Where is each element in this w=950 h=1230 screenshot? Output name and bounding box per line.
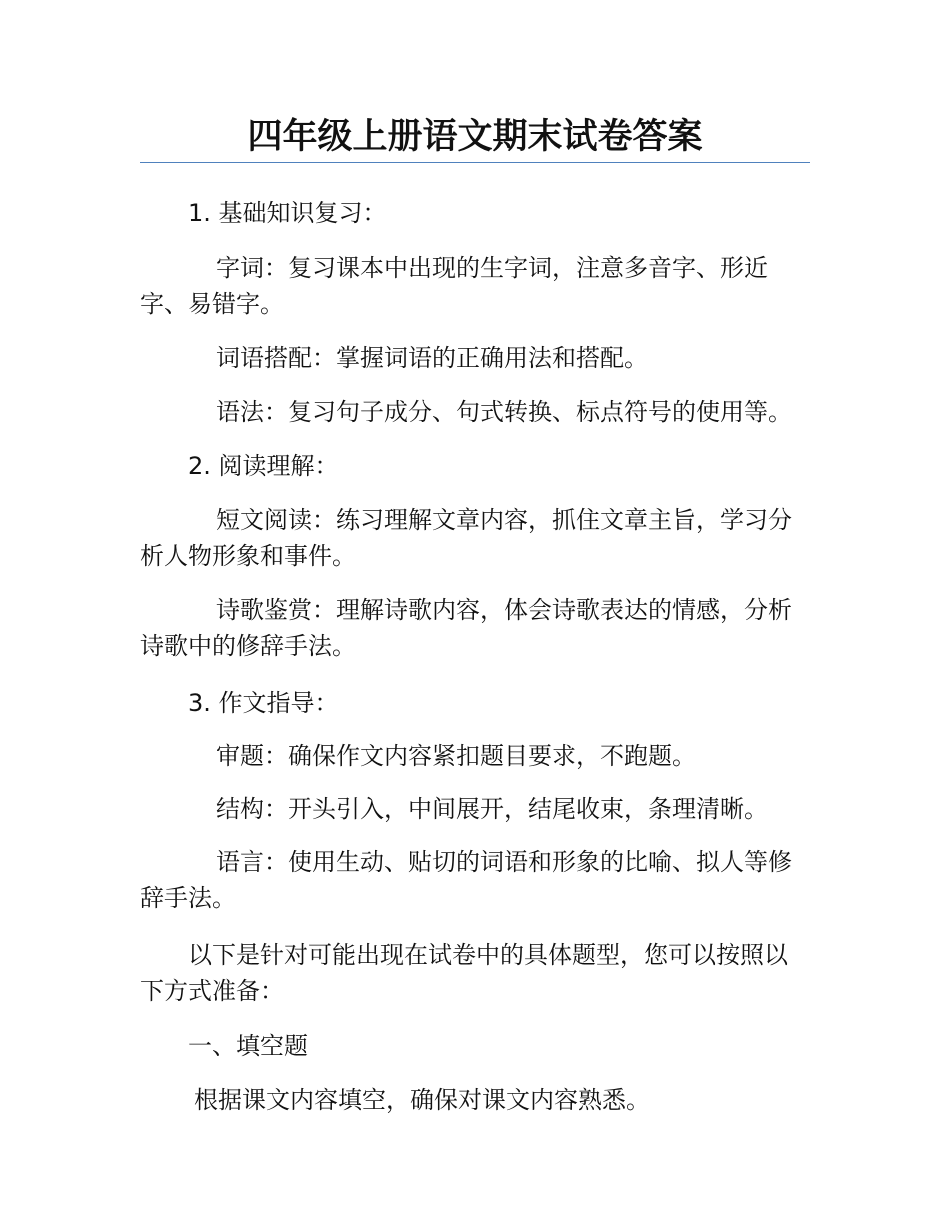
paragraph-topic: 审题：确保作文内容紧扣题目要求，不跑题。: [216, 742, 696, 770]
section-heading-writing: 3. 作文指导：: [188, 689, 339, 717]
paragraph-collocation: 词语搭配：掌握词语的正确用法和搭配。: [216, 344, 648, 372]
paragraph-short-reading: 短文阅读：练习理解文章内容，抓住文章主旨，学习分析人物形象和事件。: [140, 506, 792, 570]
page-title: 四年级上册语文期末试卷答案: [247, 117, 703, 157]
paragraph-words: 字词：复习课本中出现的生字词，注意多音字、形近字、易错字。: [140, 254, 768, 318]
section-heading-reading: 2. 阅读理解：: [188, 452, 339, 480]
section-heading-basics: 1. 基础知识复习：: [188, 199, 387, 227]
paragraph-fill-in: 根据课文内容填空，确保对课文内容熟悉。: [194, 1086, 650, 1114]
paragraph-grammar: 语法：复习句子成分、句式转换、标点符号的使用等。: [216, 398, 792, 426]
paragraph-structure: 结构：开头引入，中间展开，结尾收束，条理清晰。: [216, 795, 768, 823]
title-underline: [140, 162, 810, 163]
paragraph-poetry: 诗歌鉴赏：理解诗歌内容，体会诗歌表达的情感，分析诗歌中的修辞手法。: [140, 596, 792, 660]
paragraph-language: 语言：使用生动、贴切的词语和形象的比喻、拟人等修辞手法。: [140, 848, 792, 912]
paragraph-intro-question-types: 以下是针对可能出现在试卷中的具体题型，您可以按照以下方式准备：: [140, 941, 788, 1005]
section-heading-fill-in: 一、填空题: [188, 1032, 308, 1060]
